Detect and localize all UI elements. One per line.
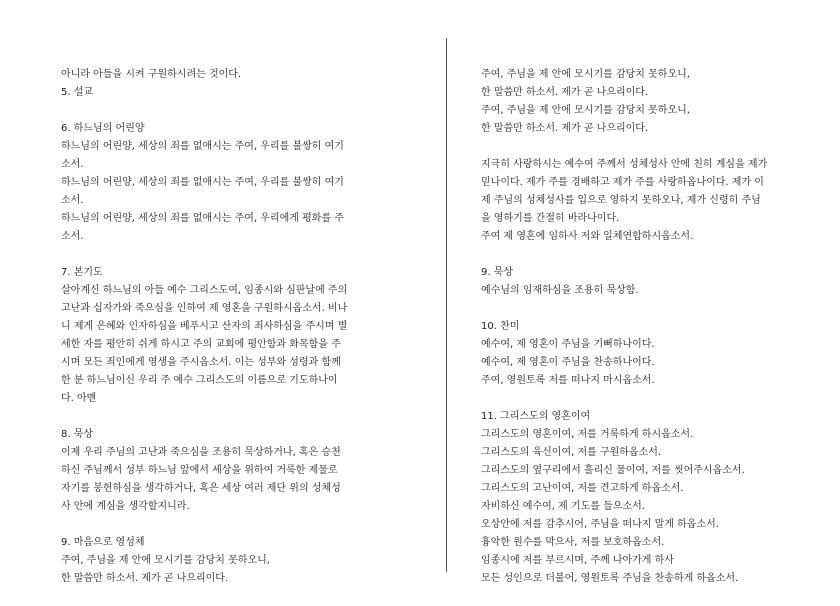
text-line: 시며 모든 죄인에게 영생을 주시옵소서. 이는 성부와 성령과 함께 [61, 357, 341, 368]
text-line: 흉악한 원수를 막으사, 저를 보호하옵소서. [481, 537, 665, 548]
section-intro [61, 66, 391, 102]
section-silent-meditation [481, 264, 801, 300]
section-heading: 11. 그리스도의 영혼이여 [481, 411, 591, 422]
text-line: 지극히 사랑하시는 예수여 주께서 성체성사 안에 친히 계심을 제가 [481, 159, 768, 170]
text-line: 소서. [61, 159, 84, 170]
section-praise [481, 318, 801, 390]
text-line: 예수여, 제 영혼이 주님을 기뻐하나이다. [481, 339, 655, 350]
section-heading: 6. 하느님의 어린양 [61, 123, 145, 134]
section-heading: 9. 묵상 [481, 267, 514, 278]
section-lamb-of-god [61, 120, 391, 246]
text-line: 모든 성인으로 더불어, 영원토록 주님을 찬송하게 하옵소서. [481, 573, 739, 584]
text-line: 을 영하기를 간절히 바라나이다. [481, 213, 620, 224]
text-line: 하느님의 어린양, 세상의 죄를 없애시는 주여, 우리를 불쌍히 여기 [61, 177, 344, 188]
section-act-of-communion [481, 156, 801, 246]
text-line: 제 주님의 성체성사를 입으로 영하지 못하오나, 제가 신령히 주님 [481, 195, 761, 206]
text-line: 이제 우리 주님의 고난과 죽으심을 조용히 묵상하거나, 혹은 승천 [61, 447, 341, 458]
text-line: 그리스도의 고난이여, 저를 견고하게 하옵소서. [481, 483, 684, 494]
text-line: 하느님의 어린양, 세상의 죄를 없애시는 주여, 우리를 불쌍히 여기 [61, 141, 344, 152]
text-line: 하느님의 어린양, 세상의 죄를 없애시는 주여, 우리에게 평화를 주 [61, 213, 344, 224]
section-lord-i-am-not-worthy [481, 66, 801, 138]
text-line: 그리스도의 육신이여, 저를 구원하옵소서. [481, 447, 662, 458]
text-line: 오상안에 저를 감추시어, 주님을 떠나지 말게 하옵소서. [481, 519, 719, 530]
section-heading: 10. 찬미 [481, 321, 520, 332]
text-line: 한 말씀만 하소서. 제가 곧 나으리이다. [61, 573, 229, 584]
section-heading: 5. 설교 [61, 87, 94, 98]
section-spiritual-communion [61, 534, 391, 588]
text-line: 사 안에 계심을 생각할지니라. [61, 501, 190, 512]
text-line: 니 제게 은혜와 인자하심을 베푸시고 산자의 죄사하심을 주시며 별 [61, 321, 348, 332]
text-line: 소서. [61, 231, 84, 242]
text-line: 한 말씀만 하소서. 제가 곧 나으리이다. [481, 123, 649, 134]
text-line: 주여, 주님을 제 안에 모시기를 감당치 못하오니, [61, 555, 270, 566]
text-line: 예수님의 임재하심을 조용히 묵상함. [481, 285, 639, 296]
text-line: 자기를 봉헌하심을 생각하거나, 혹은 세상 여러 제단 위의 성체성 [61, 483, 341, 494]
text-line: 한 분 하느님이신 우리 주 예수 그리스도의 이름으로 기도하나이 [61, 375, 338, 386]
text-line: 그리스도의 영혼이여, 저를 거룩하게 하시옵소서. [481, 429, 694, 440]
section-heading: 9. 마음으로 영성체 [61, 537, 145, 548]
text-line: 임종시에 저를 부르시며, 주께 나아가게 하사 [481, 555, 674, 566]
text-line: 소서. [61, 195, 84, 206]
section-meditation [61, 426, 391, 516]
text-line: 주여, 주님을 제 안에 모시기를 감당치 못하오니, [481, 69, 690, 80]
text-line: 살아계신 하느님의 아들 예수 그리스도여, 임종시와 심판날에 주의 [61, 285, 348, 296]
text-line: 세한 자를 평안히 쉬게 하시고 주의 교회에 평안함과 화목함을 주 [61, 339, 341, 350]
text-line: 한 말씀만 하소서. 제가 곧 나으리이다. [481, 87, 649, 98]
text-line: 하신 주님께서 성부 하느님 앞에서 세상을 위하여 거룩한 제물로 [61, 465, 338, 476]
section-collect [61, 264, 391, 408]
text-line: 아니라 아들을 시켜 구원하시려는 것이다. [61, 69, 242, 80]
text-line: 그리스도의 옆구리에서 흘리신 물이여, 저를 씻어주시옵소서. [481, 465, 745, 476]
section-anima-christi [481, 408, 801, 588]
text-line: 예수여, 제 영혼이 주님을 찬송하나이다. [481, 357, 655, 368]
text-line: 자비하신 예수여, 제 기도를 들으소서. [481, 501, 645, 512]
left-column [61, 66, 391, 606]
column-divider [446, 38, 447, 572]
text-line: 주여 제 영혼에 임하사 저와 일체연합하시옵소서. [481, 231, 694, 242]
text-line: 주여, 주님을 제 안에 모시기를 감당치 못하오니, [481, 105, 690, 116]
text-line: 주여, 영원토록 저를 떠나지 마시옵소서. [481, 375, 655, 386]
section-heading: 7. 본기도 [61, 267, 103, 278]
text-line: 고난과 십자가와 죽으심을 인하여 제 영혼을 구원하시옵소서. 비나 [61, 303, 348, 314]
section-heading: 8. 묵상 [61, 429, 94, 440]
text-line: 다. 아멘 [61, 393, 97, 404]
text-line: 믿나이다. 제가 주를 경배하고 제가 주를 사랑하옵나이다. 제가 이 [481, 177, 764, 188]
right-column [481, 66, 801, 606]
